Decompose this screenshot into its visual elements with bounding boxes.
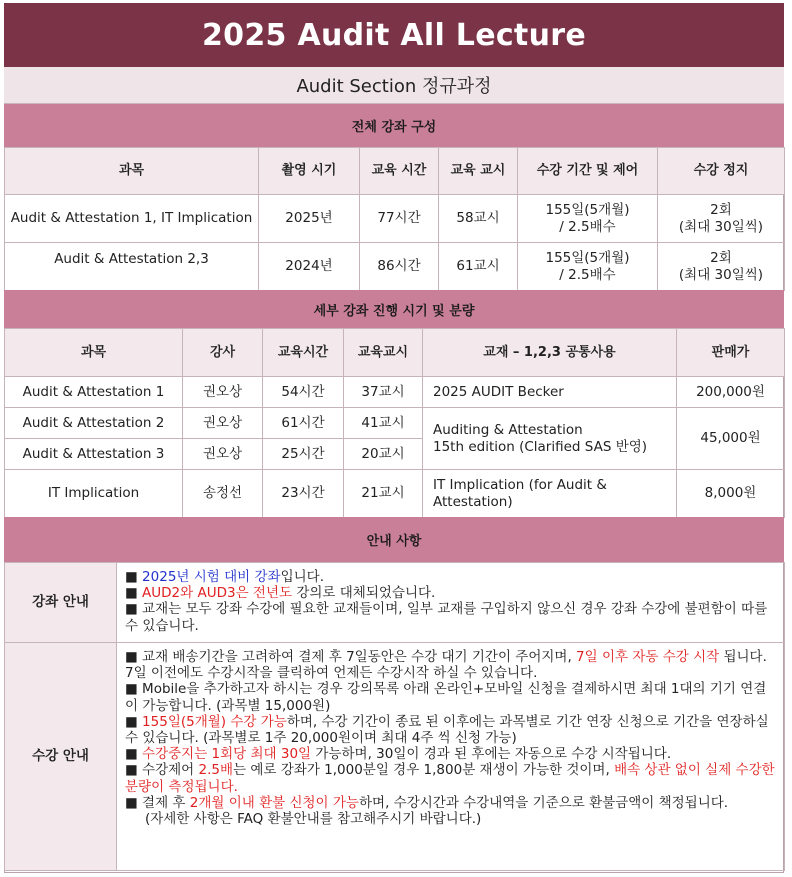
duration-line: / 2.5배수 [559, 218, 616, 235]
notice-heading: 안내 사항 [4, 517, 784, 562]
sessions-cell: 41교시 [344, 408, 423, 439]
notice-text: 는 예로 강좌가 1,000분일 경우 1,800분 재생이 가능한 것이며, [233, 762, 615, 779]
instructor-cell: 권오상 [183, 439, 263, 470]
table-row [5, 195, 785, 243]
notice-text: ■ 결제 후 [125, 794, 190, 811]
hours-cell: 54시간 [263, 377, 344, 408]
table-row [5, 470, 785, 518]
overview-header-row [5, 148, 785, 195]
study-notice-body [117, 643, 785, 871]
notice-text: 하며, 수강시간과 수강내역을 기준으로 환불금액이 책정됩니다. [358, 794, 729, 811]
notice-line [125, 649, 776, 681]
bullet: ■ [125, 569, 143, 585]
header-instructor: 강사 [183, 329, 263, 377]
header-sessions: 교육교시 [344, 329, 423, 377]
textbook-cell [423, 470, 677, 518]
period-cell: 2024년 [259, 243, 360, 291]
instructor-cell: 송정선 [183, 470, 263, 518]
header-textbook: 교재 – 1,2,3 공통사용 [423, 329, 677, 377]
textbook-line: Auditing & Attestation [433, 422, 583, 439]
pause-line: 2회 [710, 250, 732, 267]
overview-heading: 전체 강좌 구성 [4, 104, 784, 147]
notice-text: ■ 교재 배송기간을 고려하여 결제 후 7일동안은 수강 대기 기간이 주어지며, [125, 649, 577, 665]
duration-line: 155일(5개월) [545, 202, 630, 219]
bullet: ■ [125, 713, 143, 730]
notice-line: ■ 교재는 모두 강좌 수강에 필요한 교재들이며, 일부 교재를 구입하지 않으신 경우 강좌 수강에 불편함이 따를 수 있습니다. [125, 601, 768, 634]
header-period: 촬영 시기 [259, 148, 360, 195]
price-cell: 45,000원 [677, 408, 785, 470]
highlight-text: AUD2와 AUD3은 전년도 [142, 585, 293, 602]
price-cell: 200,000원 [677, 377, 785, 408]
subject-cell: Audit & Attestation 3 [5, 439, 183, 470]
page-subtitle: Audit Section 정규과정 [4, 67, 784, 104]
textbook-line: IT Implication (for Audit & [433, 477, 607, 494]
textbook-line: Attestation) [433, 493, 513, 510]
duration-cell [518, 195, 658, 243]
highlight-text: 7일 이후 자동 수강 시작 [576, 649, 720, 665]
subject-cell: Audit & Attestation 1 [5, 377, 183, 408]
overview-table [4, 147, 785, 291]
notice-text: 입니다. [280, 569, 324, 585]
header-duration: 수강 기간 및 제어 [518, 148, 658, 195]
table-row [5, 377, 785, 408]
highlight-text: 수강중지는 1회당 최대 30일 [142, 746, 312, 763]
header-pause: 수강 정지 [658, 148, 785, 195]
notice-text: 하며, 수강 기간이 종료 된 이후에는 과목별로 기간 연장 신청으로 기간을 연장하실 수 있습니다. (과목별로 1주 20,000원이며 최대 4주 씩 신청 가능) [125, 713, 769, 746]
table-row [5, 243, 785, 291]
highlight-text: 2개월 이내 환불 신청이 가능 [189, 794, 359, 811]
sessions-cell: 61교시 [439, 243, 518, 291]
study-notice-row [5, 643, 785, 871]
pause-cell [658, 243, 785, 291]
pause-cell [658, 195, 785, 243]
bullet: ■ [125, 746, 143, 763]
price-cell: 8,000원 [677, 470, 785, 518]
pause-line: (최대 30일씩) [678, 218, 764, 235]
notice-line [125, 714, 776, 746]
detail-table [4, 328, 785, 518]
duration-line: 155일(5개월) [545, 250, 630, 267]
notice-line [125, 795, 776, 811]
textbook-line: 15th edition (Clarified SAS 반영) [433, 438, 648, 455]
highlight-text: 2.5배 [198, 762, 234, 779]
header-sessions: 교육 교시 [439, 148, 518, 195]
header-subject: 과목 [5, 148, 259, 195]
notice-text: 됩니다. 7일 이전에도 수강시작을 클릭하여 언제든 수강시작 하실 수 있습니다. [125, 649, 767, 682]
pause-line: (최대 30일씩) [678, 266, 764, 283]
highlight-text: 2025년 시험 대비 강좌 [142, 569, 281, 585]
subject-cell: Audit & Attestation 2,3 [5, 243, 259, 291]
table-row [5, 408, 785, 439]
notice-text: 강의로 대체되었습니다. [292, 585, 436, 602]
textbook-cell: 2025 AUDIT Becker [423, 377, 677, 408]
notice-line [125, 746, 776, 762]
hours-cell: 77시간 [360, 195, 439, 243]
sessions-cell: 20교시 [344, 439, 423, 470]
period-cell: 2025년 [259, 195, 360, 243]
instructor-cell: 권오상 [183, 377, 263, 408]
subject-cell: Audit & Attestation 2 [5, 408, 183, 439]
subject-cell: Audit & Attestation 1, IT Implication [5, 195, 259, 243]
bullet: ■ [125, 585, 143, 602]
notice-text: 가능하며, 30일이 경과 된 후에는 자동으로 수강 시작됩니다. [311, 746, 672, 763]
study-notice-label: 수강 안내 [5, 643, 117, 871]
course-notice-row [5, 563, 785, 643]
hours-cell: 86시간 [360, 243, 439, 291]
pause-line: 2회 [710, 202, 732, 219]
textbook-cell [423, 408, 677, 470]
hours-cell: 23시간 [263, 470, 344, 518]
notice-line: ■ Mobile을 추가하고자 하시는 경우 강의목록 아래 온라인+모바일 신청을 결제하시면 최대 1대의 기기 연결이 가능합니다. (과목별 15,000원) [125, 681, 767, 714]
header-subject: 과목 [5, 329, 183, 377]
notice-line: (자세한 사항은 FAQ 환불안내를 참고해주시기 바랍니다.) [145, 810, 482, 827]
detail-heading: 세부 강좌 진행 시기 및 분량 [4, 290, 784, 328]
notice-line [125, 585, 776, 601]
highlight-text: 155일(5개월) 수강 가능 [142, 713, 287, 730]
notice-text: ■ 수강제어 [125, 762, 199, 779]
sessions-cell: 21교시 [344, 470, 423, 518]
header-hours: 교육 시간 [360, 148, 439, 195]
subject-cell: IT Implication [5, 470, 183, 518]
hours-cell: 25시간 [263, 439, 344, 470]
duration-cell [518, 243, 658, 291]
page-title: 2025 Audit All Lecture [4, 3, 784, 67]
sessions-cell: 58교시 [439, 195, 518, 243]
detail-header-row [5, 329, 785, 377]
header-hours: 교육시간 [263, 329, 344, 377]
duration-line: / 2.5배수 [559, 266, 616, 283]
course-notice-body [117, 563, 785, 643]
instructor-cell: 권오상 [183, 408, 263, 439]
notice-line [125, 569, 776, 585]
header-price: 판매가 [677, 329, 785, 377]
highlight-text: 배속 상관 없이 실제 수강한 분량이 측정됩니다. [125, 762, 775, 795]
notice-table [4, 562, 785, 871]
hours-cell: 61시간 [263, 408, 344, 439]
notice-line [125, 762, 776, 794]
course-notice-label: 강좌 안내 [5, 563, 117, 643]
sessions-cell: 37교시 [344, 377, 423, 408]
